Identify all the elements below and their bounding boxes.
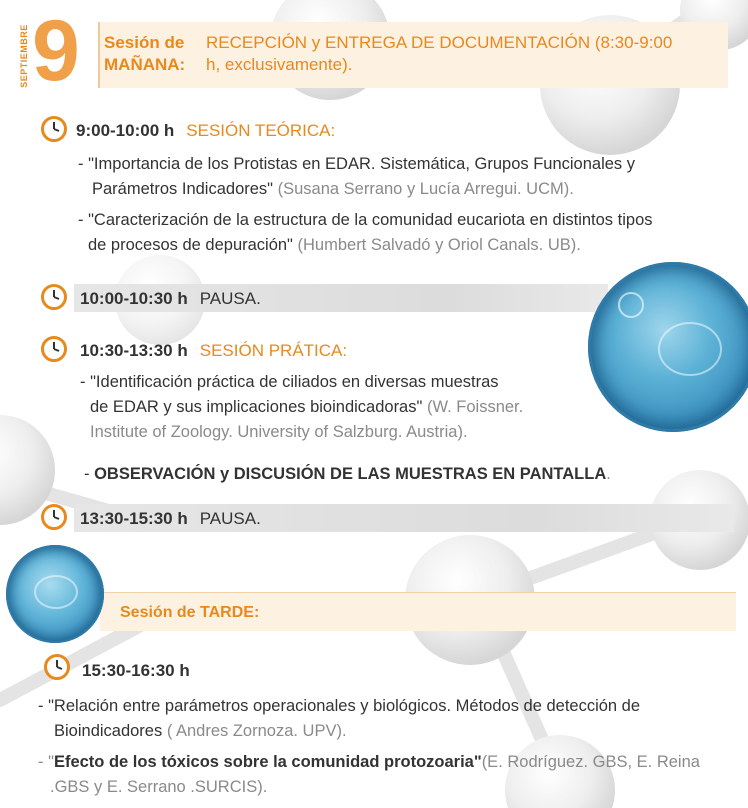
item-text: OBSERVACIÓN y DISCUSIÓN DE LAS MUESTRAS EN PANTALLA [94, 465, 607, 483]
block-pausa-heading [80, 508, 261, 529]
block-teorica-heading [76, 120, 335, 141]
day-number: 9 [32, 3, 80, 99]
month-label [14, 20, 34, 92]
item-line1: - "Relación entre parámetros operacionales y biológicos. Métodos de detección de [38, 697, 641, 715]
session-label-line1: Sesión de [104, 33, 185, 52]
block-time: 15:30-16:30 h [82, 661, 190, 680]
item-authors: ( Andres Zornoza. UPV). [162, 722, 347, 740]
list-item [78, 208, 653, 258]
block-tarde-heading [82, 660, 190, 681]
clock-icon [44, 654, 70, 680]
block-label: SESIÓN TEÓRICA: [186, 121, 336, 140]
clock-icon [41, 504, 67, 530]
block-time: 10:00-10:30 h [80, 289, 188, 308]
item-dash: - " [38, 753, 54, 771]
item-line1: - "Identificación práctica de ciliados en diversas muestras [80, 373, 499, 391]
item-authors: (W. Foissner. [422, 398, 524, 416]
list-item [84, 462, 611, 487]
list-item [38, 750, 700, 800]
clock-icon [41, 116, 67, 142]
block-practica-heading [80, 340, 347, 361]
item-authors: (Humbert Salvadó y Oriol Canals. UB). [292, 236, 581, 254]
block-time: 10:30-13:30 h [80, 341, 188, 360]
block-pausa-heading [80, 288, 261, 309]
item-authors: (Susana Serrano y Lucía Arregui. UCM). [273, 180, 574, 198]
list-item [78, 152, 635, 202]
tarde-label: Sesión de TARDE: [120, 604, 260, 621]
item-line2: de EDAR y sus implicaciones bioindicadoras" [90, 398, 423, 416]
item-line1: - "Caracterización de la estructura de la comunidad eucariota en distintos tipos [78, 211, 653, 229]
list-item [38, 694, 640, 744]
item-dash: - [84, 465, 95, 483]
item-dot: . [606, 465, 611, 483]
header-title-line2: h, exclusivamente). [206, 55, 353, 74]
petri-dish-image [588, 262, 748, 432]
clock-icon [41, 336, 67, 362]
item-line2: Parámetros Indicadores" [92, 180, 274, 198]
block-time: 9:00-10:00 h [76, 121, 175, 140]
header-title [206, 32, 672, 76]
item-text: Efecto de los tóxicos sobre la comunidad protozoaria" [53, 753, 482, 771]
item-line2: Bioindicadores [54, 722, 163, 740]
list-item [80, 370, 523, 445]
block-label: PAUSA. [199, 289, 261, 308]
session-label-line2: MAÑANA: [104, 55, 186, 74]
block-time: 13:30-15:30 h [80, 509, 188, 528]
item-line1: - "Importancia de los Protistas en EDAR. Sistemática, Grupos Funcionales y [78, 155, 636, 173]
item-authors-cont: Institute of Zoology. University of Salzburg. Austria). [90, 423, 468, 441]
item-authors: (E. Rodríguez. GBS, E. Reina [481, 753, 700, 771]
block-label: PAUSA. [199, 509, 261, 528]
clock-icon [41, 284, 67, 310]
item-line2: de procesos de depuración" [88, 236, 293, 254]
block-label: SESIÓN PRÁTICA: [199, 341, 348, 360]
session-label [104, 32, 185, 76]
month-text: SEPTIEMBRE [19, 24, 29, 88]
petri-dish-image-small [6, 545, 104, 643]
item-authors-cont: .GBS y E. Serrano .SURCIS). [50, 778, 268, 796]
header-title-line1: RECEPCIÓN y ENTREGA DE DOCUMENTACIÓN (8:30-9:00 [206, 33, 673, 52]
